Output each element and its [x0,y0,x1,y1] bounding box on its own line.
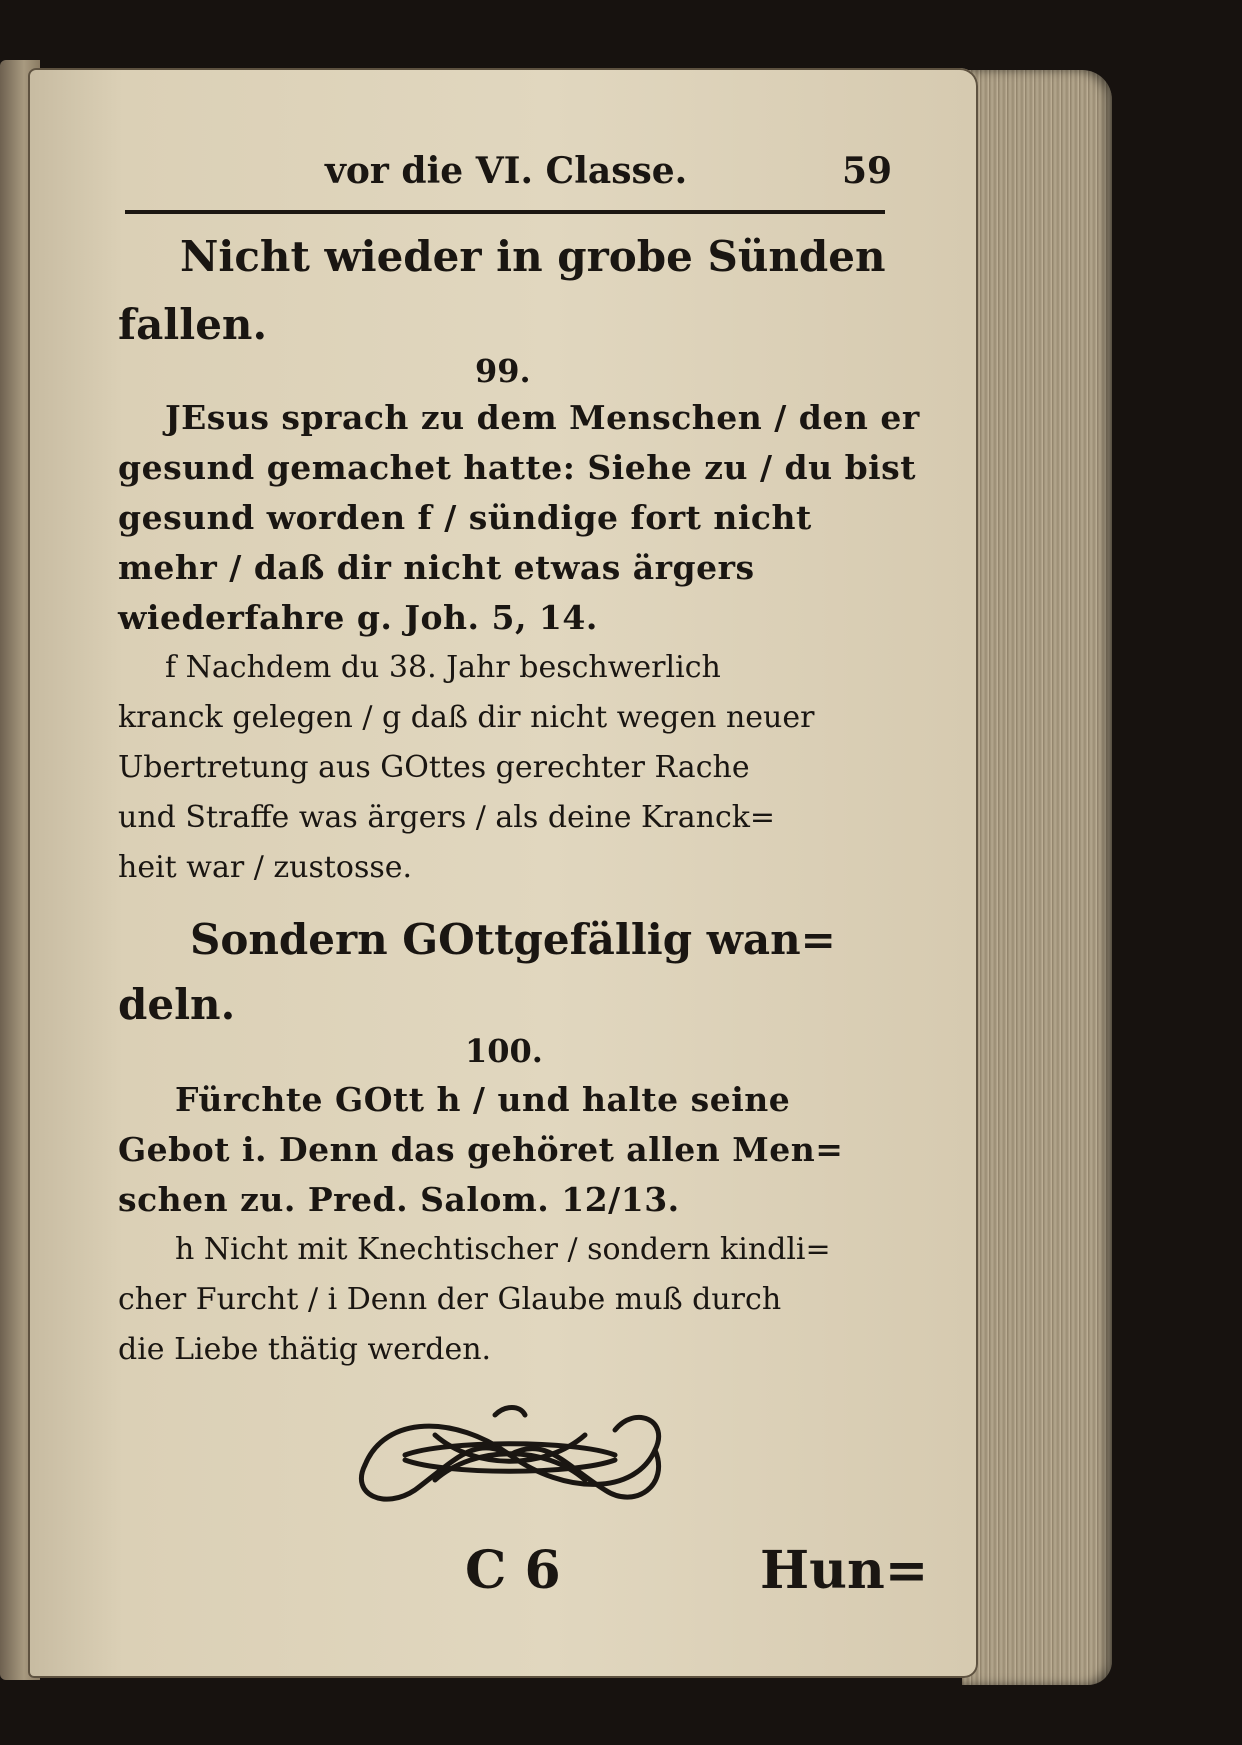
page-number: 59 [842,150,893,192]
section-2-number: 100. [465,1032,543,1070]
section-2-note-line-1: h Nicht mit Knechtischer / sondern kindli= [175,1232,831,1267]
section-2-text-line-1: Fürchte GOtt h / und halte seine [175,1080,791,1119]
section-1-text-line-3: gesund worden f / sündige fort nicht [118,498,812,537]
section-2-text-line-2: Gebot i. Denn das gehöret allen Men= [118,1130,844,1169]
section-1-heading-line-1: Nicht wieder in grobe Sünden [180,232,886,281]
running-title: vor die VI. Classe. [325,150,688,192]
header-rule [125,210,885,214]
section-2-heading-line-1: Sondern GOttgefällig wan= [190,915,836,964]
section-1-note-line-1: f Nachdem du 38. Jahr beschwerlich [165,650,721,685]
section-2-heading-line-2: deln. [118,980,236,1029]
page-block-edges [962,70,1112,1685]
section-1-number: 99. [475,352,531,390]
section-1-heading-line-2: fallen. [118,300,268,349]
section-2-note-line-2: cher Furcht / i Denn der Glaube muß durch [118,1282,782,1317]
section-2-text-line-3: schen zu. Pred. Salom. 12/13. [118,1180,680,1219]
ornament-flourish-icon [345,1395,675,1520]
section-1-note-line-3: Ubertretung aus GOttes gerechter Rache [118,750,750,785]
catchword: Hun= [760,1540,929,1601]
signature-mark: C 6 [465,1540,561,1601]
section-1-text-line-1: JEsus sprach zu dem Menschen / den er [165,398,920,437]
section-1-text-line-4: mehr / daß dir nicht etwas ärgers [118,548,755,587]
section-2-note-line-3: die Liebe thätig werden. [118,1332,492,1367]
section-1-note-line-5: heit war / zustosse. [118,850,413,885]
section-1-note-line-2: kranck gelegen / g daß dir nicht wegen neuer [118,700,815,735]
section-1-text-line-2: gesund gemachet hatte: Siehe zu / du bist [118,448,916,487]
section-1-text-line-5: wiederfahre g. Joh. 5, 14. [118,598,598,637]
section-1-note-line-4: und Straffe was ärgers / als deine Kranck= [118,800,776,835]
